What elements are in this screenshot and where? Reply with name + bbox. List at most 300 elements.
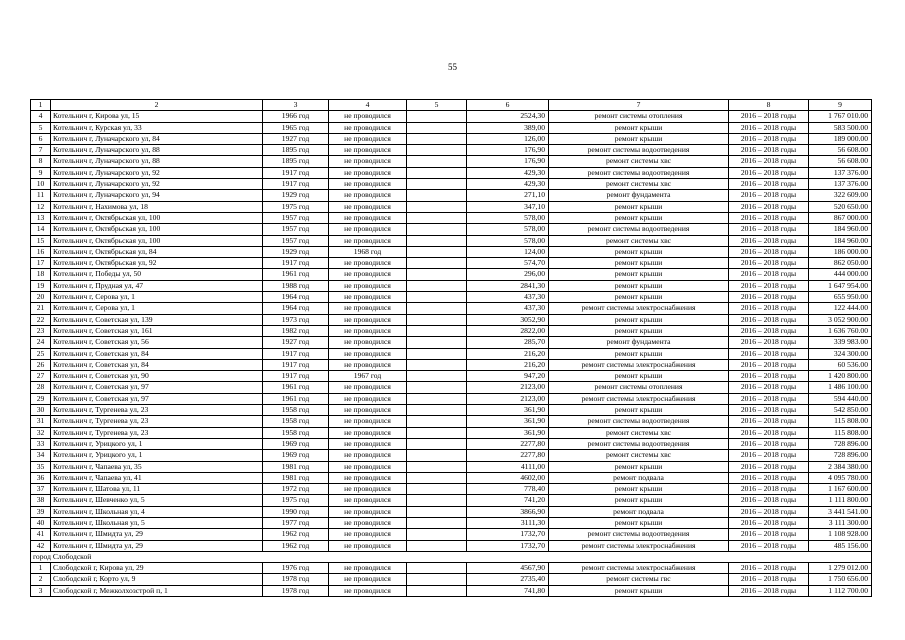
address-cell: Котельнич г, Шевченко ул, 5 <box>51 495 263 506</box>
row-number-cell: 7 <box>31 145 51 156</box>
period-cell: 2016 – 2018 годы <box>729 280 809 291</box>
period-cell: 2016 – 2018 годы <box>729 190 809 201</box>
work-type-cell: ремонт системы отопления <box>549 382 729 393</box>
row-number-cell: 19 <box>31 280 51 291</box>
cost-cell: 1 647 954.00 <box>809 280 872 291</box>
last-repair-cell: не проводился <box>329 517 407 528</box>
work-type-cell: ремонт системы хвс <box>549 450 729 461</box>
area-cell: 2735,40 <box>467 574 549 585</box>
area-cell: 578,00 <box>467 224 549 235</box>
row-number-cell: 12 <box>31 201 51 212</box>
cost-cell: 1 112 700.00 <box>809 585 872 596</box>
period-cell: 2016 – 2018 годы <box>729 585 809 596</box>
address-cell: Котельнич г, Луначарского ул, 88 <box>51 156 263 167</box>
col5-cell <box>407 269 467 280</box>
col5-cell <box>407 585 467 596</box>
period-cell: 2016 – 2018 годы <box>729 416 809 427</box>
header-row <box>31 100 872 111</box>
build-year-cell: 1927 год <box>263 133 329 144</box>
col5-cell <box>407 529 467 540</box>
period-cell: 2016 – 2018 годы <box>729 438 809 449</box>
build-year-cell: 1973 год <box>263 314 329 325</box>
col5-cell <box>407 325 467 336</box>
address-cell: Котельнич г, Чапаева ул, 41 <box>51 472 263 483</box>
build-year-cell: 1917 год <box>263 179 329 190</box>
row-number-cell: 36 <box>31 472 51 483</box>
row-number-cell: 42 <box>31 540 51 551</box>
cost-cell: 115 808.00 <box>809 416 872 427</box>
area-cell: 437,30 <box>467 303 549 314</box>
row-number-cell: 4 <box>31 111 51 122</box>
table-row <box>31 246 872 257</box>
row-number-cell: 21 <box>31 303 51 314</box>
last-repair-cell: не проводился <box>329 314 407 325</box>
work-type-cell: ремонт подвала <box>549 472 729 483</box>
area-cell: 429,30 <box>467 179 549 190</box>
row-number-cell: 29 <box>31 393 51 404</box>
area-cell: 4602,00 <box>467 472 549 483</box>
build-year-cell: 1969 год <box>263 438 329 449</box>
work-type-cell: ремонт системы водоотведения <box>549 145 729 156</box>
last-repair-cell: не проводился <box>329 484 407 495</box>
table-row <box>31 190 872 201</box>
period-cell: 2016 – 2018 годы <box>729 348 809 359</box>
cost-cell: 1 108 928.00 <box>809 529 872 540</box>
row-number-cell: 11 <box>31 190 51 201</box>
capital-repair-table <box>30 99 872 597</box>
period-cell: 2016 – 2018 годы <box>729 314 809 325</box>
cost-cell: 3 052 900.00 <box>809 314 872 325</box>
period-cell: 2016 – 2018 годы <box>729 529 809 540</box>
last-repair-cell: не проводился <box>329 416 407 427</box>
table-row <box>31 563 872 574</box>
work-type-cell: ремонт крыши <box>549 484 729 495</box>
last-repair-cell: не проводился <box>329 280 407 291</box>
address-cell: Котельнич г, Советская ул, 84 <box>51 348 263 359</box>
col5-cell <box>407 427 467 438</box>
row-number-cell: 2 <box>31 574 51 585</box>
period-cell: 2016 – 2018 годы <box>729 303 809 314</box>
address-cell: Котельнич г, Прудная ул, 47 <box>51 280 263 291</box>
cost-cell: 655 950.00 <box>809 292 872 303</box>
cost-cell: 3 441 541.00 <box>809 506 872 517</box>
area-cell: 2277,80 <box>467 438 549 449</box>
period-cell: 2016 – 2018 годы <box>729 145 809 156</box>
period-cell: 2016 – 2018 годы <box>729 495 809 506</box>
build-year-cell: 1917 год <box>263 371 329 382</box>
cost-cell: 728 896.00 <box>809 450 872 461</box>
last-repair-cell: не проводился <box>329 585 407 596</box>
build-year-cell: 1958 год <box>263 405 329 416</box>
work-type-cell: ремонт крыши <box>549 122 729 133</box>
area-cell: 578,00 <box>467 212 549 223</box>
area-cell: 124,00 <box>467 246 549 257</box>
build-year-cell: 1966 год <box>263 111 329 122</box>
work-type-cell: ремонт крыши <box>549 258 729 269</box>
period-cell: 2016 – 2018 годы <box>729 122 809 133</box>
header-cell: 2 <box>51 100 263 111</box>
row-number-cell: 25 <box>31 348 51 359</box>
area-cell: 361,90 <box>467 427 549 438</box>
address-cell: Котельнич г, Октябрьская ул, 84 <box>51 246 263 257</box>
row-number-cell: 9 <box>31 167 51 178</box>
address-cell: Котельнич г, Тургенева ул, 23 <box>51 416 263 427</box>
table-row <box>31 461 872 472</box>
build-year-cell: 1958 год <box>263 416 329 427</box>
col5-cell <box>407 292 467 303</box>
last-repair-cell: не проводился <box>329 111 407 122</box>
col5-cell <box>407 359 467 370</box>
work-type-cell: ремонт подвала <box>549 506 729 517</box>
row-number-cell: 26 <box>31 359 51 370</box>
last-repair-cell: не проводился <box>329 427 407 438</box>
address-cell: Котельнич г, Советская ул, 84 <box>51 359 263 370</box>
build-year-cell: 1957 год <box>263 224 329 235</box>
last-repair-cell: не проводился <box>329 574 407 585</box>
cost-cell: 444 000.00 <box>809 269 872 280</box>
address-cell: Котельнич г, Шмидта ул, 29 <box>51 529 263 540</box>
area-cell: 361,90 <box>467 405 549 416</box>
area-cell: 778,40 <box>467 484 549 495</box>
last-repair-cell: не проводился <box>329 235 407 246</box>
work-type-cell: ремонт крыши <box>549 201 729 212</box>
table-row <box>31 405 872 416</box>
area-cell: 296,00 <box>467 269 549 280</box>
table-row <box>31 258 872 269</box>
area-cell: 2123,00 <box>467 393 549 404</box>
build-year-cell: 1975 год <box>263 495 329 506</box>
col5-cell <box>407 450 467 461</box>
cost-cell: 122 444.00 <box>809 303 872 314</box>
work-type-cell: ремонт системы электроснабжения <box>549 303 729 314</box>
col5-cell <box>407 190 467 201</box>
cost-cell: 324 300.00 <box>809 348 872 359</box>
col5-cell <box>407 405 467 416</box>
work-type-cell: ремонт системы хвс <box>549 179 729 190</box>
address-cell: Котельнич г, Советская ул, 161 <box>51 325 263 336</box>
area-cell: 741,20 <box>467 495 549 506</box>
cost-cell: 542 850.00 <box>809 405 872 416</box>
area-cell: 2822,00 <box>467 325 549 336</box>
cost-cell: 1 486 100.00 <box>809 382 872 393</box>
build-year-cell: 1977 год <box>263 517 329 528</box>
cost-cell: 1 767 010.00 <box>809 111 872 122</box>
row-number-cell: 31 <box>31 416 51 427</box>
period-cell: 2016 – 2018 годы <box>729 179 809 190</box>
table-row <box>31 438 872 449</box>
header-cell: 5 <box>407 100 467 111</box>
row-number-cell: 8 <box>31 156 51 167</box>
row-number-cell: 39 <box>31 506 51 517</box>
row-number-cell: 15 <box>31 235 51 246</box>
table-row <box>31 495 872 506</box>
row-number-cell: 1 <box>31 563 51 574</box>
cost-cell: 485 156.00 <box>809 540 872 551</box>
period-cell: 2016 – 2018 годы <box>729 517 809 528</box>
work-type-cell: ремонт системы водоотведения <box>549 438 729 449</box>
build-year-cell: 1981 год <box>263 461 329 472</box>
col5-cell <box>407 111 467 122</box>
last-repair-cell: не проводился <box>329 359 407 370</box>
area-cell: 347,10 <box>467 201 549 212</box>
area-cell: 126,00 <box>467 133 549 144</box>
table-row <box>31 427 872 438</box>
period-cell: 2016 – 2018 годы <box>729 427 809 438</box>
address-cell: Котельнич г, Нахимова ул, 18 <box>51 201 263 212</box>
work-type-cell: ремонт крыши <box>549 280 729 291</box>
area-cell: 2841,30 <box>467 280 549 291</box>
col5-cell <box>407 495 467 506</box>
table-row <box>31 585 872 596</box>
last-repair-cell: не проводился <box>329 529 407 540</box>
row-number-cell: 37 <box>31 484 51 495</box>
period-cell: 2016 – 2018 годы <box>729 382 809 393</box>
area-cell: 4567,90 <box>467 563 549 574</box>
build-year-cell: 1964 год <box>263 303 329 314</box>
build-year-cell: 1961 год <box>263 269 329 280</box>
col5-cell <box>407 506 467 517</box>
col5-cell <box>407 303 467 314</box>
address-cell: Котельнич г, Советская ул, 56 <box>51 337 263 348</box>
row-number-cell: 41 <box>31 529 51 540</box>
period-cell: 2016 – 2018 годы <box>729 325 809 336</box>
last-repair-cell: не проводился <box>329 405 407 416</box>
build-year-cell: 1917 год <box>263 167 329 178</box>
build-year-cell: 1961 год <box>263 393 329 404</box>
build-year-cell: 1962 год <box>263 540 329 551</box>
work-type-cell: ремонт крыши <box>549 405 729 416</box>
period-cell: 2016 – 2018 годы <box>729 484 809 495</box>
address-cell: Котельнич г, Школьная ул, 4 <box>51 506 263 517</box>
col5-cell <box>407 246 467 257</box>
table-row <box>31 212 872 223</box>
col5-cell <box>407 540 467 551</box>
row-number-cell: 34 <box>31 450 51 461</box>
cost-cell: 137 376.00 <box>809 179 872 190</box>
build-year-cell: 1975 год <box>263 201 329 212</box>
table-row <box>31 472 872 483</box>
work-type-cell: ремонт фундамента <box>549 337 729 348</box>
last-repair-cell: не проводился <box>329 303 407 314</box>
col5-cell <box>407 371 467 382</box>
cost-cell: 184 960.00 <box>809 235 872 246</box>
address-cell: Котельнич г, Советская ул, 97 <box>51 393 263 404</box>
row-number-cell: 23 <box>31 325 51 336</box>
work-type-cell: ремонт системы хвс <box>549 156 729 167</box>
col5-cell <box>407 348 467 359</box>
table-row <box>31 111 872 122</box>
work-type-cell: ремонт системы электроснабжения <box>549 359 729 370</box>
table-row <box>31 133 872 144</box>
last-repair-cell: 1968 год <box>329 246 407 257</box>
address-cell: Котельнич г, Октябрьская ул, 100 <box>51 224 263 235</box>
last-repair-cell: не проводился <box>329 156 407 167</box>
last-repair-cell: не проводился <box>329 179 407 190</box>
last-repair-cell: не проводился <box>329 382 407 393</box>
cost-cell: 184 960.00 <box>809 224 872 235</box>
row-number-cell: 10 <box>31 179 51 190</box>
table-row <box>31 303 872 314</box>
build-year-cell: 1976 год <box>263 563 329 574</box>
last-repair-cell: не проводился <box>329 393 407 404</box>
area-cell: 2277,80 <box>467 450 549 461</box>
period-cell: 2016 – 2018 годы <box>729 292 809 303</box>
area-cell: 361,90 <box>467 416 549 427</box>
address-cell: Котельнич г, Шмидта ул, 29 <box>51 540 263 551</box>
header-cell: 6 <box>467 100 549 111</box>
cost-cell: 56 608.00 <box>809 145 872 156</box>
build-year-cell: 1988 год <box>263 280 329 291</box>
work-type-cell: ремонт системы водоотведения <box>549 167 729 178</box>
last-repair-cell: не проводился <box>329 472 407 483</box>
table-body <box>31 100 872 597</box>
build-year-cell: 1962 год <box>263 529 329 540</box>
header-cell: 9 <box>809 100 872 111</box>
last-repair-cell: не проводился <box>329 461 407 472</box>
address-cell: Котельнич г, Октябрьская ул, 92 <box>51 258 263 269</box>
build-year-cell: 1957 год <box>263 235 329 246</box>
cost-cell: 339 983.00 <box>809 337 872 348</box>
row-number-cell: 30 <box>31 405 51 416</box>
table-row <box>31 337 872 348</box>
build-year-cell: 1929 год <box>263 190 329 201</box>
cost-cell: 1 111 800.00 <box>809 495 872 506</box>
cost-cell: 1 750 656.00 <box>809 574 872 585</box>
area-cell: 741,80 <box>467 585 549 596</box>
col5-cell <box>407 314 467 325</box>
address-cell: Котельнич г, Луначарского ул, 94 <box>51 190 263 201</box>
area-cell: 285,70 <box>467 337 549 348</box>
period-cell: 2016 – 2018 годы <box>729 258 809 269</box>
row-number-cell: 33 <box>31 438 51 449</box>
build-year-cell: 1929 год <box>263 246 329 257</box>
area-cell: 176,90 <box>467 145 549 156</box>
col5-cell <box>407 133 467 144</box>
row-number-cell: 16 <box>31 246 51 257</box>
period-cell: 2016 – 2018 годы <box>729 393 809 404</box>
address-cell: Котельнич г, Советская ул, 97 <box>51 382 263 393</box>
page-number: 55 <box>448 62 457 72</box>
area-cell: 216,20 <box>467 348 549 359</box>
address-cell: Котельнич г, Луначарского ул, 92 <box>51 167 263 178</box>
area-cell: 1732,70 <box>467 529 549 540</box>
col5-cell <box>407 179 467 190</box>
area-cell: 429,30 <box>467 167 549 178</box>
work-type-cell: ремонт системы отопления <box>549 111 729 122</box>
last-repair-cell: не проводился <box>329 292 407 303</box>
work-type-cell: ремонт крыши <box>549 517 729 528</box>
col5-cell <box>407 416 467 427</box>
build-year-cell: 1978 год <box>263 574 329 585</box>
table-row <box>31 201 872 212</box>
table-row <box>31 540 872 551</box>
cost-cell: 56 608.00 <box>809 156 872 167</box>
build-year-cell: 1895 год <box>263 156 329 167</box>
row-number-cell: 24 <box>31 337 51 348</box>
area-cell: 271,10 <box>467 190 549 201</box>
header-cell: 1 <box>31 100 51 111</box>
cost-cell: 2 384 380.00 <box>809 461 872 472</box>
cost-cell: 867 000.00 <box>809 212 872 223</box>
work-type-cell: ремонт крыши <box>549 325 729 336</box>
area-cell: 2123,00 <box>467 382 549 393</box>
row-number-cell: 17 <box>31 258 51 269</box>
period-cell: 2016 – 2018 годы <box>729 212 809 223</box>
address-cell: Котельнич г, Тургенева ул, 23 <box>51 427 263 438</box>
col5-cell <box>407 484 467 495</box>
period-cell: 2016 – 2018 годы <box>729 359 809 370</box>
last-repair-cell: не проводился <box>329 258 407 269</box>
table-row <box>31 450 872 461</box>
area-cell: 176,90 <box>467 156 549 167</box>
cost-cell: 322 609.00 <box>809 190 872 201</box>
area-cell: 216,20 <box>467 359 549 370</box>
last-repair-cell: не проводился <box>329 201 407 212</box>
row-number-cell: 32 <box>31 427 51 438</box>
last-repair-cell: не проводился <box>329 212 407 223</box>
cost-cell: 583 500.00 <box>809 122 872 133</box>
work-type-cell: ремонт крыши <box>549 212 729 223</box>
cost-cell: 520 650.00 <box>809 201 872 212</box>
last-repair-cell: не проводился <box>329 269 407 280</box>
build-year-cell: 1917 год <box>263 258 329 269</box>
table-row <box>31 156 872 167</box>
period-cell: 2016 – 2018 годы <box>729 224 809 235</box>
address-cell: Котельнич г, Урицкого ул, 1 <box>51 450 263 461</box>
address-cell: Котельнич г, Победы ул, 50 <box>51 269 263 280</box>
col5-cell <box>407 337 467 348</box>
work-type-cell: ремонт крыши <box>549 348 729 359</box>
build-year-cell: 1961 год <box>263 382 329 393</box>
work-type-cell: ремонт крыши <box>549 461 729 472</box>
work-type-cell: ремонт системы водоотведения <box>549 416 729 427</box>
last-repair-cell: не проводился <box>329 190 407 201</box>
col5-cell <box>407 156 467 167</box>
col5-cell <box>407 122 467 133</box>
col5-cell <box>407 235 467 246</box>
table-row <box>31 416 872 427</box>
row-number-cell: 38 <box>31 495 51 506</box>
address-cell: Котельнич г, Серова ул, 1 <box>51 303 263 314</box>
area-cell: 389,00 <box>467 122 549 133</box>
last-repair-cell: не проводился <box>329 167 407 178</box>
cost-cell: 862 050.00 <box>809 258 872 269</box>
table-row <box>31 529 872 540</box>
cost-cell: 3 111 300.00 <box>809 517 872 528</box>
header-cell: 7 <box>549 100 729 111</box>
work-type-cell: ремонт системы гвс <box>549 574 729 585</box>
build-year-cell: 1958 год <box>263 427 329 438</box>
period-cell: 2016 – 2018 годы <box>729 133 809 144</box>
table-row <box>31 382 872 393</box>
address-cell: Котельнич г, Тургенева ул, 23 <box>51 405 263 416</box>
cost-cell: 1 420 800.00 <box>809 371 872 382</box>
area-cell: 4111,00 <box>467 461 549 472</box>
work-type-cell: ремонт системы водоотведения <box>549 529 729 540</box>
work-type-cell: ремонт крыши <box>549 292 729 303</box>
address-cell: Слободской г, Кирова ул, 29 <box>51 563 263 574</box>
work-type-cell: ремонт системы электроснабжения <box>549 393 729 404</box>
period-cell: 2016 – 2018 годы <box>729 506 809 517</box>
work-type-cell: ремонт системы водоотведения <box>549 224 729 235</box>
build-year-cell: 1965 год <box>263 122 329 133</box>
last-repair-cell: не проводился <box>329 122 407 133</box>
address-cell: Котельнич г, Кирова ул, 15 <box>51 111 263 122</box>
col5-cell <box>407 563 467 574</box>
table-row <box>31 145 872 156</box>
address-cell: Котельнич г, Курская ул, 33 <box>51 122 263 133</box>
row-number-cell: 28 <box>31 382 51 393</box>
